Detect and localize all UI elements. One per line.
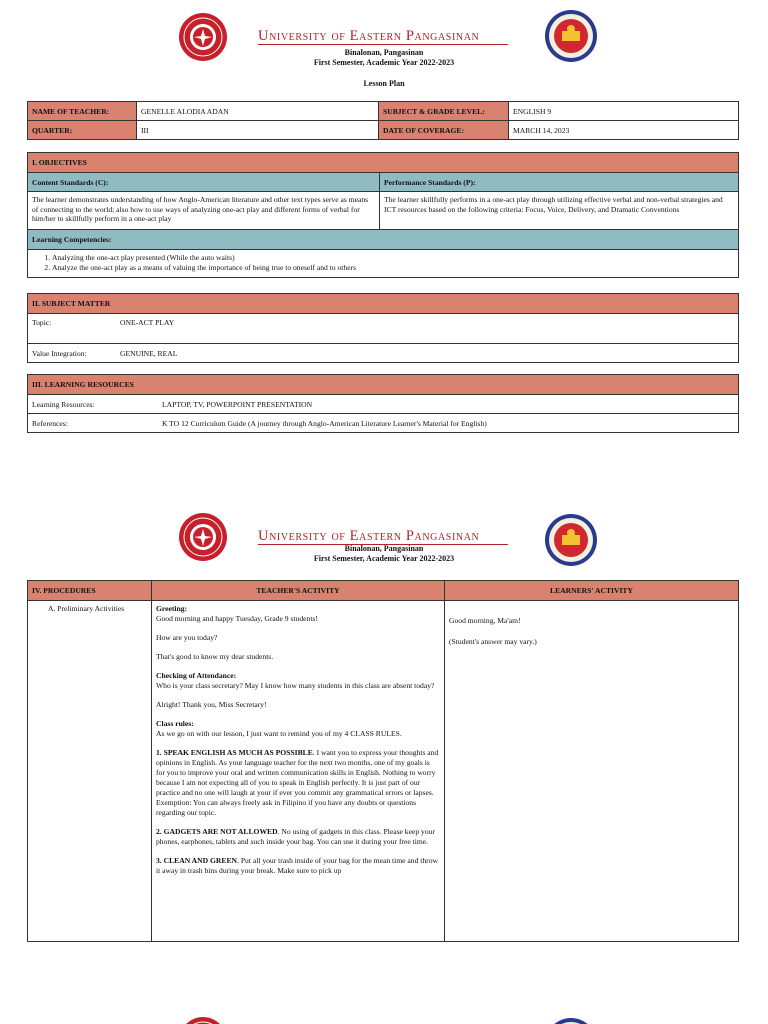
rules-text: As we go on with our lesson, I just want to remind you of my 4 CLASS RULES. [156,729,402,738]
university-name: University of Eastern Pangasinan [258,528,480,544]
learners-activity-cell [445,601,739,942]
competency-item: 1. Analyzing the one-act play presented (While the auto waits) [52,253,734,263]
rule1-title: 1. SPEAK ENGLISH AS MUCH AS POSSIBLE [156,748,313,757]
competencies-list [32,253,734,273]
rule2-text: . No using of gadgets in this class. Please keep your phones, earphones, tablets and such inside your bag. You can use it during your free time. [156,827,435,846]
department-seal-logo [544,1017,598,1024]
procedure-step [28,601,152,942]
university-seal-logo [178,1016,228,1024]
topic-label: Topic: [32,318,52,327]
competency-item: 2. Analyze the one-act play as a means of valuing the importance of being true to oneself and to others [52,263,734,273]
resources-row [28,395,739,414]
department-seal-logo [544,9,598,63]
competencies-label: Learning Competencies: [28,230,739,250]
references-value: K TO 12 Curriculum Guide (A journey through Anglo-American Literature Learner's Material for English) [162,418,487,428]
learner-answer: (Student's answer may vary.) [449,637,537,646]
attendance-title: Checking of Attendance: [156,671,237,680]
rules-title: Class rules: [156,719,194,728]
subject-value: ENGLISH 9 [509,102,739,121]
references-label: References: [32,418,68,428]
objectives-table [27,152,739,278]
performance-standards-label: Performance Standards (P): [380,173,739,192]
rule3-title: 3. CLEAN AND GREEN [156,856,238,865]
value-integration-label: Value Integration: [32,348,87,358]
rule2-title: 2. GADGETS ARE NOT ALLOWED [156,827,278,836]
procedures-col-header: IV. PROCEDURES [28,581,152,601]
thank-you: Alright! Thank you, Miss Secretary! [156,700,267,709]
semester: First Semester, Academic Year 2022-2023 [313,554,455,563]
document-title: Lesson Plan [363,79,405,88]
rule1-text: . I want you to express your thoughts and opinions in English. As your language teacher for the next two months, one of my goals is for you to improve your oral and written communication skills in English. Nothing to worry because I am not expecting all of you to speak in English perfectly. It is just part of our practice and no one will laugh at your if ever you commit any grammatical errors or lapses. Exemption: You can always freely ask in Filipino if you have any doubts or questions regarding our topic. [156,748,439,817]
teacher-info-table [27,101,739,140]
attendance-text: Who is your class secretary? May I know how many students in this class are absent today? [156,681,435,690]
department-seal-logo [544,513,598,567]
date-label: DATE OF COVERAGE: [379,121,509,140]
content-standards-text: The learner demonstrates understanding of how Anglo-American literature and other text types serve as means of connecting to the world; also how to use ways of analyzing one-act play and different forms of verbal for him/her to skillfully perform in a one-act play [28,192,380,230]
location: Binalonan, Pangasinan [344,48,424,57]
page-header [0,508,768,578]
good-to-know: That's good to know my dear students. [156,652,274,661]
topic-value: ONE-ACT PLAY [120,318,175,327]
how-are-you: How are you today? [156,633,218,642]
teacher-label: NAME OF TEACHER: [28,102,137,121]
subject-matter-title: II. SUBJECT MATTER [28,294,739,314]
references-row [28,414,739,433]
resources-value: LAPTOP, TV, POWERPOINT PRESENTATION [162,399,313,409]
semester: First Semester, Academic Year 2022-2023 [313,58,455,67]
learning-resources-title: III. LEARNING RESOURCES [28,375,739,395]
learning-resources-table [27,374,739,433]
step-label: Preliminary Activities [57,604,125,613]
objectives-title: I. OBJECTIVES [28,153,739,173]
learners-activity-header: LEARNERS' ACTIVITY [445,581,739,601]
university-name: University of Eastern Pangasinan [258,28,480,44]
date-value: MARCH 14, 2023 [509,121,739,140]
subject-matter-table [27,293,739,363]
value-integration-value: GENUINE, REAL [120,348,178,358]
title-rule [258,44,508,45]
location: Binalonan, Pangasinan [344,544,424,553]
rule3-text: . Put all your trash inside of your bag for the mean time and throw it away in trash bins during your break. Make sure to pick up [156,856,438,875]
learner-greeting: Good morning, Ma'am! [449,616,521,625]
competencies-cell [28,250,739,278]
subject-label: SUBJECT & GRADE LEVEL: [379,102,509,121]
greeting-title: Greeting: [156,604,188,613]
content-standards-label: Content Standards (C): [28,173,380,192]
procedures-table [27,580,739,942]
topic-row [28,314,739,344]
teacher-activity-header: TEACHER'S ACTIVITY [152,581,445,601]
resources-label: Learning Resources: [32,399,95,409]
page-header [0,8,768,78]
teacher-activity-cell [152,601,445,942]
quarter-value: III [137,121,379,140]
quarter-label: QUARTER: [28,121,137,140]
performance-standards-text: The learner skillfully performs in a one-act play through utilizing effective verbal and non-verbal strategies and ICT resources based on the following criteria: Focus, Voice, Delivery, and Dramatic Conventions [380,192,739,230]
teacher-value: GENELLE ALODIA ADAN [137,102,379,121]
step-number: A. [48,604,56,613]
page-header [0,1012,768,1024]
greeting-text: Good morning and happy Tuesday, Grade 9 students! [156,614,318,623]
value-row [28,344,739,363]
